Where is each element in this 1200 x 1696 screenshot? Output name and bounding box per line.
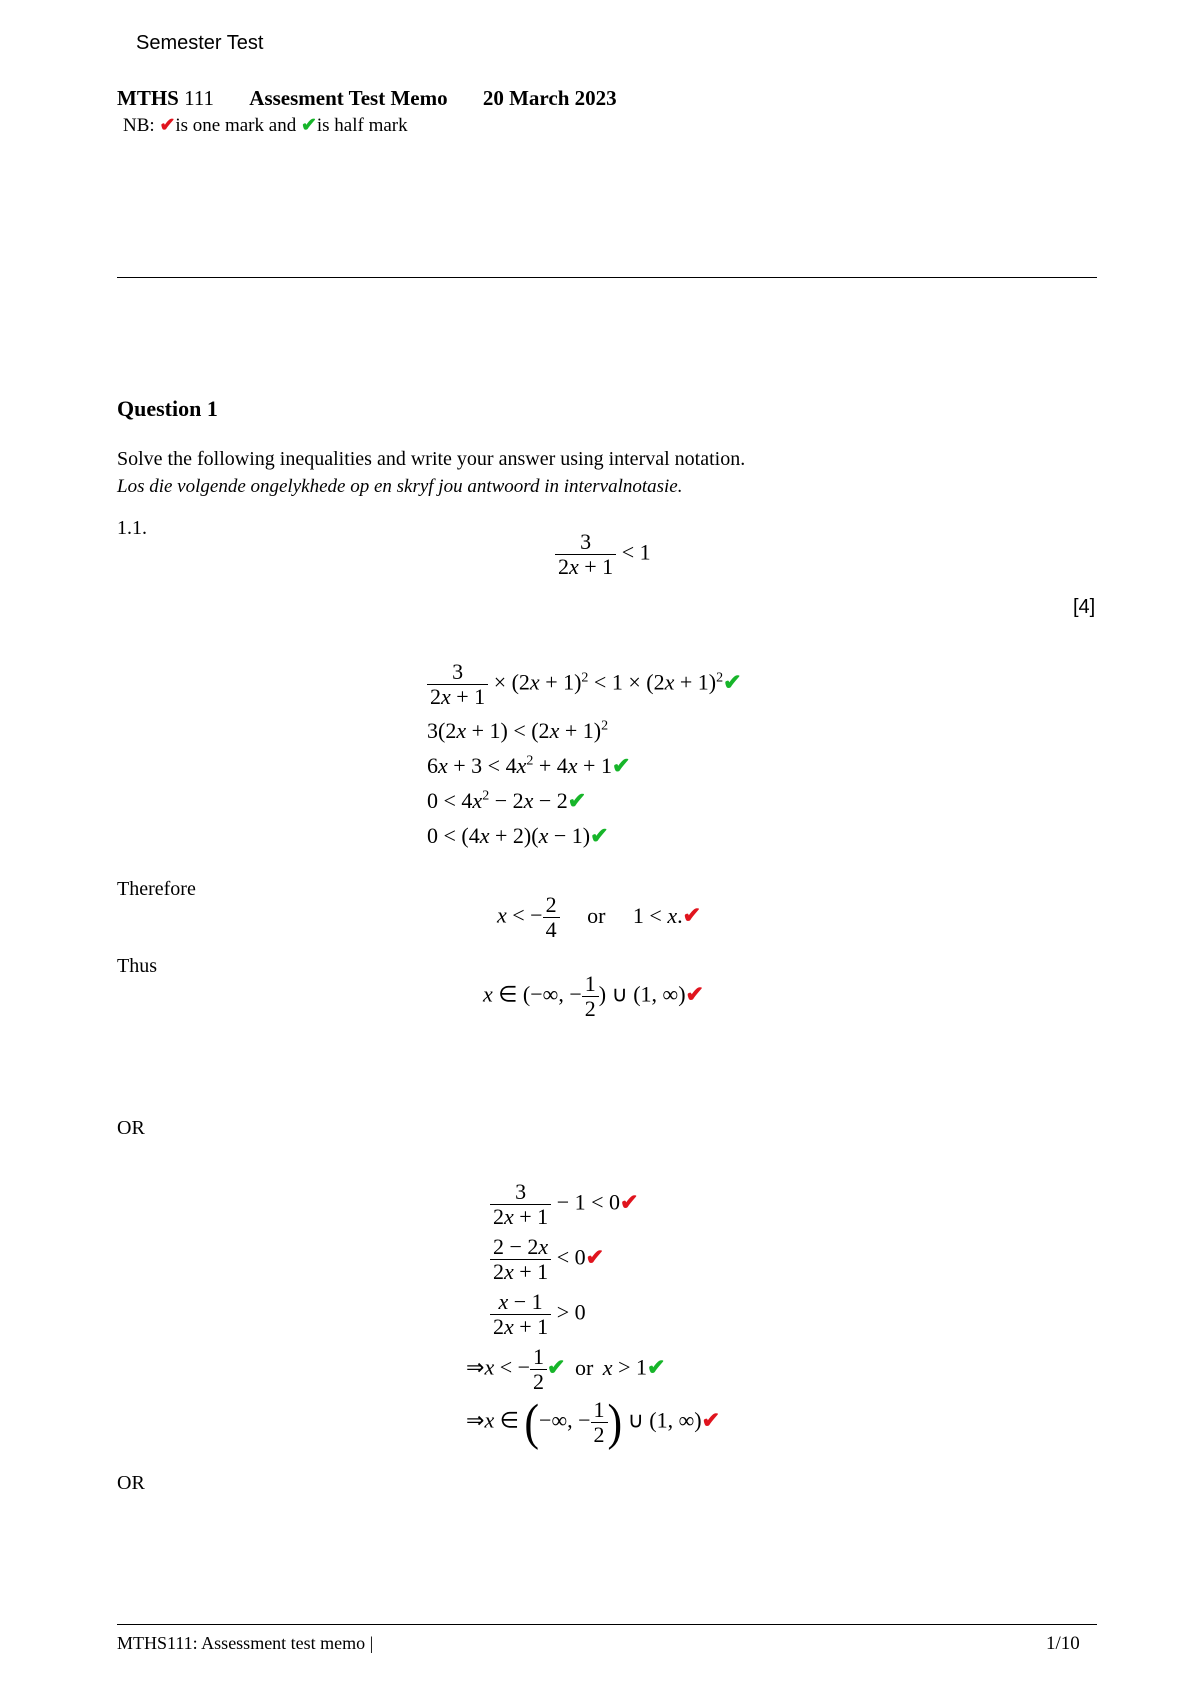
part-label: 1.1. [117, 517, 147, 539]
memo-title: Assesment Test Memo [249, 86, 448, 110]
problem-inequality: $\frac{3}{2x + 1}$ < 1 [555, 530, 651, 579]
or-word: or [587, 902, 606, 928]
nb-legend [123, 114, 408, 137]
footer-title: MTHS111: Assessment test memo | [117, 1633, 374, 1653]
nb-prefix: NB: [123, 115, 155, 136]
red-check-icon: ✔ [159, 115, 176, 136]
solution-step-5: 0 < (4x + 2)(x − 1)✔ [427, 823, 609, 848]
fraction: $\frac{3}{2x + 1}$ [555, 530, 616, 579]
fraction: $\frac{3}{2x + 1}$ [490, 1180, 551, 1229]
fraction: $\frac{1}{2}$ [591, 1398, 608, 1447]
green-check-icon: ✔ [611, 753, 631, 778]
fraction: $\frac{x - 1}{2x + 1}$ [490, 1290, 551, 1339]
solution-step-2: $3(2x + 1) < (2x + 1)^2$ [427, 718, 609, 743]
fraction: $\frac{1}{2}$ [582, 972, 599, 1021]
alt-step-1: $\frac{3}{2x + 1}$ − 1 < 0✔ [490, 1180, 638, 1229]
fraction: $\frac{2 - 2x}{2x + 1}$ [490, 1235, 551, 1284]
page-number: 1/10 [1046, 1633, 1080, 1654]
alt-step-5: ⇒x ∈ (−∞, − $\frac{1}{2}$ ) ∪ (1, ∞)✔ [466, 1393, 721, 1451]
red-check-icon: ✔ [585, 1244, 605, 1270]
fraction: $\frac{1}{2}$ [530, 1345, 547, 1394]
fraction: $\frac{2}{4}$ [543, 893, 560, 942]
instruction-english: Solve the following inequalities and write your answer using interval notation. [117, 448, 746, 470]
green-check-icon: ✔ [547, 1354, 566, 1380]
header-rule [117, 277, 1097, 278]
green-check-icon: ✔ [567, 788, 587, 813]
thus-label: Thus [117, 955, 157, 977]
alt-step-4: ⇒x < − $\frac{1}{2}$ ✔ or x > 1✔ [466, 1344, 666, 1395]
nb-one-mark-text: is one mark and [175, 115, 297, 136]
footer-rule [117, 1624, 1097, 1625]
therefore-label: Therefore [117, 878, 196, 900]
fraction: $\frac{3}{2x + 1}$ [427, 660, 488, 709]
red-check-icon: ✔ [620, 1189, 639, 1215]
green-check-icon: ✔ [723, 669, 742, 695]
red-check-icon: ✔ [682, 902, 702, 928]
solution-step-3: $6x + 3 < 4x^2 + 4x$ + 1✔ [427, 753, 631, 778]
running-header: Semester Test [136, 32, 264, 54]
course-code: MTHS [117, 86, 179, 110]
green-check-icon: ✔ [646, 1354, 666, 1380]
instruction-afrikaans: Los die volgende ongelykhede op en skryf jou antwoord in intervalnotasie. [117, 476, 683, 497]
or-word: or [574, 1354, 594, 1380]
red-check-icon: ✔ [685, 981, 704, 1007]
red-check-icon: ✔ [701, 1407, 721, 1433]
green-check-icon: ✔ [300, 115, 317, 136]
solution-step-1: $\frac{3}{2x + 1}$ × $(2x + 1)^2 < 1 \times (2x$ + $1)^2✔$ [427, 660, 742, 709]
nb-half-mark-text: is half mark [316, 115, 408, 136]
course-number: 111 [184, 86, 215, 110]
alt-step-3: $\frac{x - 1}{2x + 1}$ > 0 [490, 1290, 586, 1339]
question-title: Question 1 [117, 396, 218, 421]
memo-date: 20 March 2023 [482, 86, 617, 110]
or-separator: OR [117, 1472, 145, 1494]
marks-total: [4] [1073, 596, 1096, 618]
solution-interval: x ∈ (−∞, − $\frac{1}{2}$ ) ∪ (1, ∞)✔ [483, 971, 704, 1022]
green-check-icon: ✔ [590, 823, 609, 848]
or-separator: OR [117, 1117, 145, 1139]
solution-step-4: $0 < 4x^2 - 2x$ − 2✔ [427, 788, 587, 813]
title-line [117, 86, 617, 111]
alt-step-2: $\frac{2 - 2x}{2x + 1}$ < 0✔ [490, 1235, 604, 1284]
solution-conclusion: x < − $\frac{2}{4}$ or 1 < x.✔ [497, 892, 702, 943]
